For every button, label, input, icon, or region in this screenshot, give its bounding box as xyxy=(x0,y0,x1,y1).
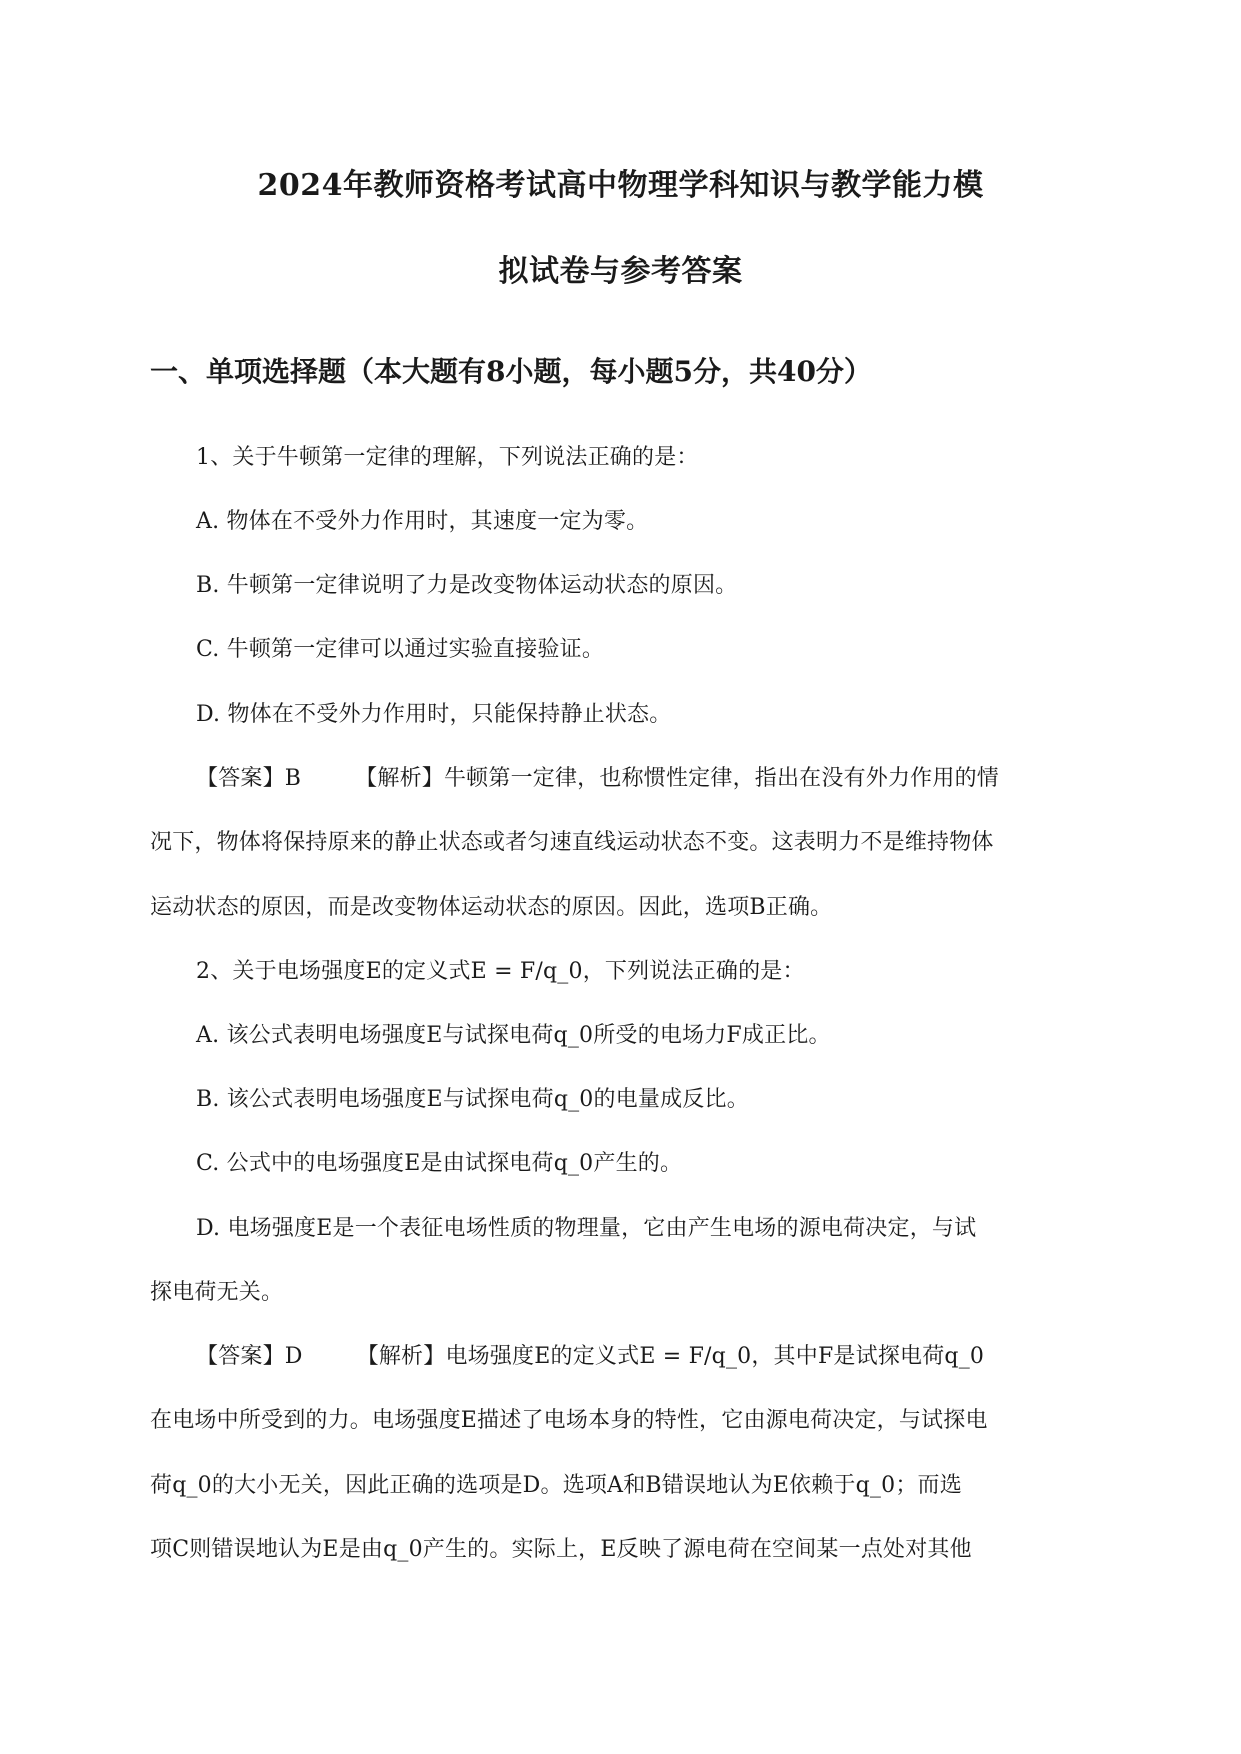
document-title-line-1: 2024年教师资格考试高中物理学科知识与教学能力模 xyxy=(257,168,984,203)
question-2-analysis-text: 电场强度E的定义式E = F/q_0，其中F是试探电荷q_0 xyxy=(445,1344,985,1369)
question-1-option-b: B. 牛顿第一定律说明了力是改变物体运动状态的原因。 xyxy=(196,573,738,598)
question-2-option-d-continued: 探电荷无关。 xyxy=(150,1280,284,1305)
section-heading: 一、单项选择题（本大题有8小题，每小题5分，共40分） xyxy=(150,355,872,388)
question-1-analysis-line-2: 况下，物体将保持原来的静止状态或者匀速直线运动状态不变。这表明力不是维持物体 xyxy=(150,830,994,855)
question-1-analysis-label: 【解析】 xyxy=(355,766,444,791)
document-title-line-2: 拟试卷与参考答案 xyxy=(498,254,743,289)
question-2-analysis-label: 【解析】 xyxy=(356,1344,446,1369)
question-1-option-a: A. 物体在不受外力作用时，其速度一定为零。 xyxy=(196,509,649,534)
question-2-stem: 2、关于电场强度E的定义式E = F/q_0，下列说法正确的是： xyxy=(196,959,805,984)
question-1-stem: 1、关于牛顿第一定律的理解，下列说法正确的是： xyxy=(196,445,699,470)
question-1-analysis-text: 牛顿第一定律，也称惯性定律，指出在没有外力作用的情 xyxy=(443,766,999,791)
question-2-option-b: B. 该公式表明电场强度E与试探电荷q_0的电量成反比。 xyxy=(196,1087,749,1112)
question-1-option-c: C. 牛顿第一定律可以通过实验直接验证。 xyxy=(196,637,605,662)
question-2-option-c: C. 公式中的电场强度E是由试探电荷q_0产生的。 xyxy=(196,1151,683,1176)
question-1-option-d: D. 物体在不受外力作用时，只能保持静止状态。 xyxy=(196,702,672,727)
question-1-answer: 【答案】B xyxy=(196,766,302,791)
question-2-analysis-line-4: 项C则错误地认为E是由q_0产生的。实际上，E反映了源电荷在空间某一点处对其他 xyxy=(150,1537,972,1562)
question-2-option-d: D. 电场强度E是一个表征电场性质的物理量，它由产生电场的源电荷决定，与试 xyxy=(196,1216,977,1241)
question-2-option-a: A. 该公式表明电场强度E与试探电荷q_0所受的电场力F成正比。 xyxy=(196,1023,831,1048)
question-2-answer-line xyxy=(196,1339,984,1370)
question-2-answer: 【答案】D xyxy=(196,1344,303,1369)
question-1-answer-line xyxy=(196,761,999,792)
question-2-analysis-line-3: 荷q_0的大小无关，因此正确的选项是D。选项A和B错误地认为E依赖于q_0；而选 xyxy=(150,1473,962,1498)
question-2-analysis-line-2: 在电场中所受到的力。电场强度E描述了电场本身的特性，它由源电荷决定，与试探电 xyxy=(150,1408,988,1433)
question-1-analysis-line-3: 运动状态的原因，而是改变物体运动状态的原因。因此，选项B正确。 xyxy=(150,895,833,920)
